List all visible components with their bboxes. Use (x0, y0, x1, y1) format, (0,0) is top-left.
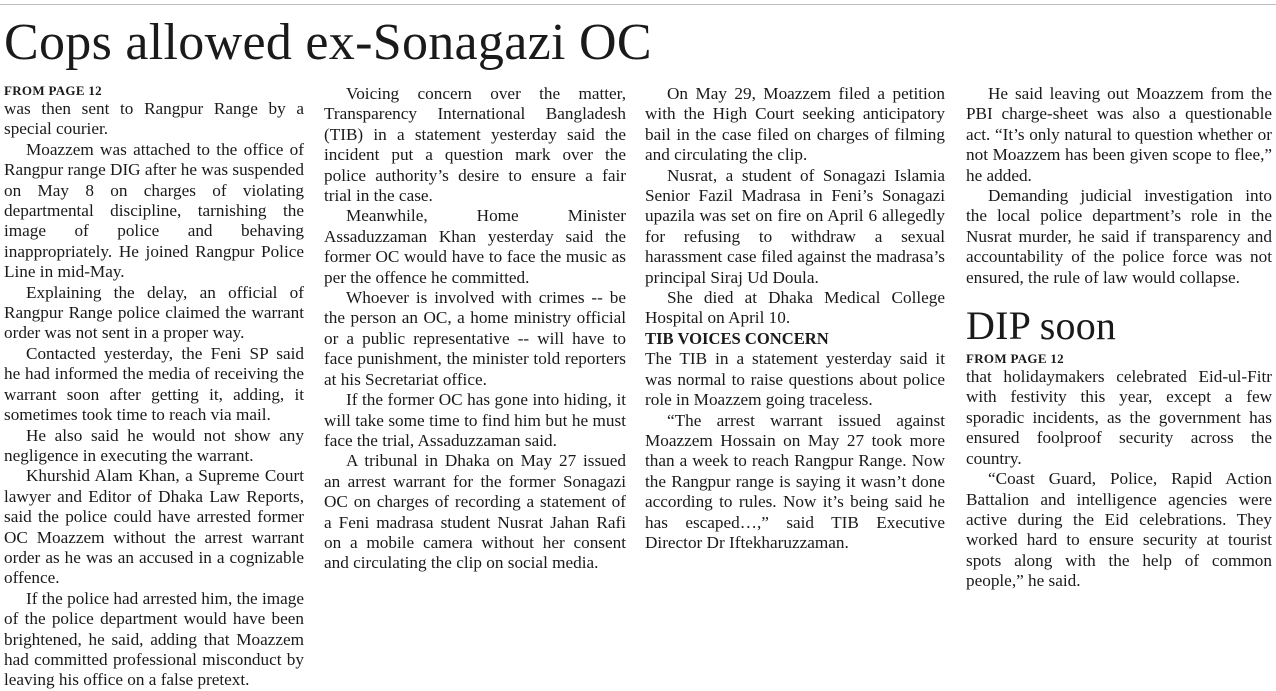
article-column-2 (324, 84, 626, 672)
paragraph: If the police had arrested him, the image of the police department would have been brightened, he said, adding that Moazzem had committed professional misconduct by leaving his office on a false pretext. (4, 588, 304, 690)
second-headline: DIP soon (966, 303, 1117, 349)
jump-label: FROM PAGE 12 (4, 83, 102, 98)
paragraph: that holidaymakers celebrated Eid-ul-Fitr with festivity this year, except a few sporadic incidents, as the government has ensured foolproof security across the country. (966, 367, 1272, 468)
paragraph: Meanwhile, Home Minister Assaduzzaman Khan yesterday said the former OC would have to face the music as per the offence he committed. (324, 206, 626, 287)
paragraph: Moazzem was attached to the office of Rangpur range DIG after he was suspended on May 8 on charges of violating departmental discipline, tarnishing the image of police and behaving inappropriately. He joined Rangpur Police Line in mid-May. (4, 139, 304, 282)
main-headline: Cops allowed ex-Sonagazi OC (4, 14, 652, 71)
paragraph: Contacted yesterday, the Feni SP said he had informed the media of receiving the warrant soon after getting it, adding, it sometimes took time to reach via mail. (4, 343, 304, 425)
paragraph: “The arrest warrant issued against Moazzem Hossain on May 27 took more than a week to reach Rangpur Range. Now the Rangpur range is saying it wasn’t done according to rules. Now it’s being said he has escaped…,” said TIB Executive Director Dr Iftekharuzzaman. (645, 410, 945, 552)
paragraph: On May 29, Moazzem filed a petition with the High Court seeking anticipatory bail in the case filed on charges of filming and circulating the clip. (645, 84, 945, 165)
paragraph: Voicing concern over the matter, Transparency International Bangladesh (TIB) in a statement yesterday said the incident put a question mark over the police authority’s desire to ensure a fair trial in the case. (324, 84, 626, 206)
paragraph: He said leaving out Moazzem from the PBI charge-sheet was also a questionable act. “It’s only natural to question whether or not Moazzem has been given scope to flee,” he added. (966, 84, 1272, 185)
article-column-4 (966, 84, 1272, 672)
paragraph: Demanding judicial investigation into the local police department’s role in the Nusrat murder, he said if transparency and accountability of the police force was not ensured, the rule of law would collapse. (966, 186, 1272, 287)
paragraph: Khurshid Alam Khan, a Supreme Court lawyer and Editor of Dhaka Law Reports, said the police could have arrested former OC Moazzem without the arrest warrant order as he was an accused in a cognizable offence. (4, 466, 304, 588)
paragraph: The TIB in a statement yesterday said it was normal to raise questions about police role in Moazzem going traceless. (645, 349, 945, 410)
paragraph: “Coast Guard, Police, Rapid Action Battalion and intelligence agencies were active during the Eid celebrations. They worked hard to ensure security at tourist spots along with the help of common people,” he said. (966, 469, 1272, 591)
jump-label: FROM PAGE 12 (966, 351, 1064, 367)
article-column-1 (4, 83, 304, 690)
article-column-3 (645, 84, 945, 672)
paragraph: If the former OC has gone into hiding, it will take some time to find him but he must face the trial, Assaduzzaman said. (324, 390, 626, 450)
paragraph: was then sent to Rangpur Range by a special courier. (4, 99, 304, 139)
paragraph: Whoever is involved with crimes -- be the person an OC, a home ministry official or a public representative -- will have to face punishment, the minister told reporters at his Secretariat office. (324, 288, 626, 389)
subhead: TIB VOICES CONCERN (645, 328, 829, 348)
paragraph: He also said he would not show any negligence in executing the warrant. (4, 425, 304, 465)
top-rule (0, 4, 1276, 5)
paragraph: Explaining the delay, an official of Rangpur Range police claimed the warrant order was not sent in a proper way. (4, 282, 304, 343)
paragraph: A tribunal in Dhaka on May 27 issued an arrest warrant for the former Sonagazi OC on charges of recording a statement of a Feni madrasa student Nusrat Jahan Rafi on a mobile camera without her consent and circulating the clip on social media. (324, 451, 626, 573)
paragraph: She died at Dhaka Medical College Hospital on April 10. (645, 288, 945, 328)
paragraph: Nusrat, a student of Sonagazi Islamia Senior Fazil Madrasa in Feni’s Sonagazi upazila was set on fire on April 6 allegedly for refusing to withdraw a sexual harassment case filed against the madrasa’s principal Siraj Ud Doula. (645, 165, 945, 287)
